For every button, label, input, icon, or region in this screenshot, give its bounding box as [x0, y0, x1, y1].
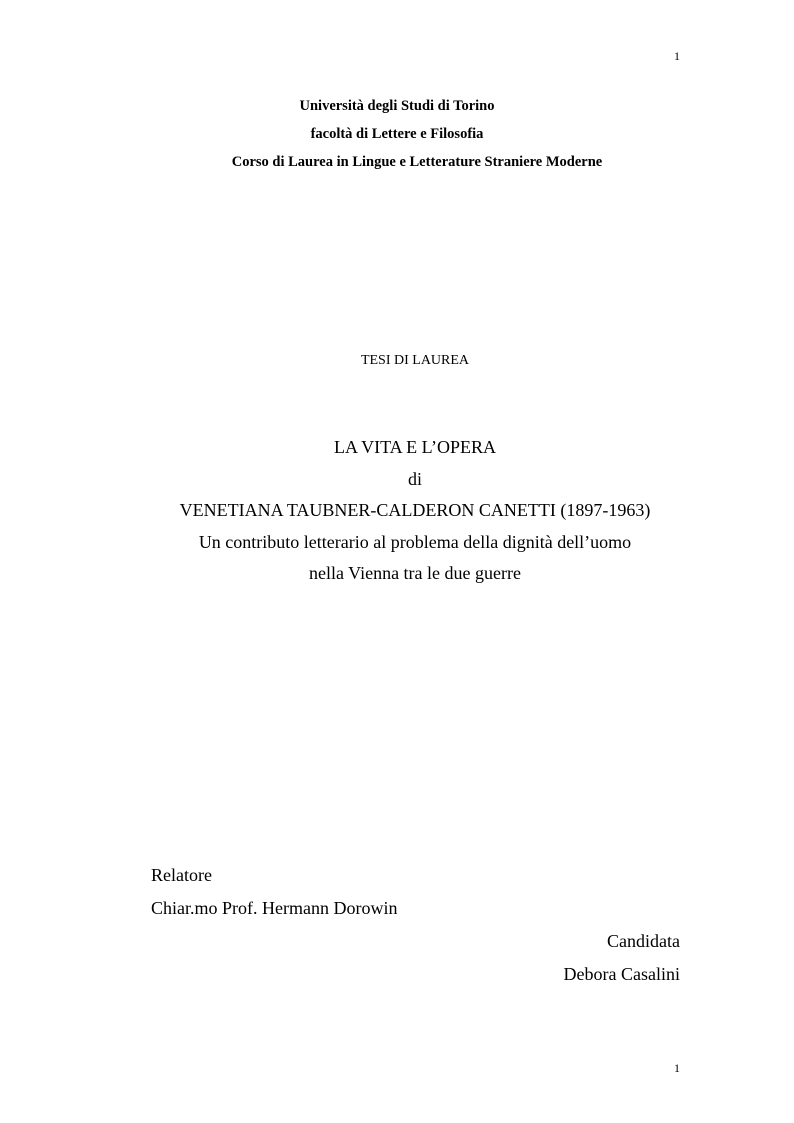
page-number-bottom: 1	[674, 1061, 680, 1075]
title-line-2: di	[407, 468, 422, 489]
advisor-name: Chiar.mo Prof. Hermann Dorowin	[151, 898, 398, 918]
university-name: Università degli Studi di Torino	[299, 98, 495, 114]
candidate-block	[564, 928, 680, 994]
thesis-label: TESI DI LAUREA	[360, 353, 470, 368]
institution-header	[0, 95, 794, 179]
faculty-name: facoltà di Lettere e Filosofia	[310, 126, 484, 142]
course-name: Corso di Laurea in Lingue e Letterature Straniere Moderne	[231, 154, 603, 170]
title-line-5: nella Vienna tra le due guerre	[309, 563, 521, 583]
page-number-top: 1	[674, 49, 680, 63]
advisor-label: Relatore	[151, 865, 212, 885]
candidate-label: Candidata	[607, 931, 680, 951]
advisor-block	[151, 862, 397, 928]
title-line-3: VENETIANA TAUBNER-CALDERON CANETTI (1897-1963)	[179, 500, 651, 520]
title-line-4: Un contributo letterario al problema della dignità dell’uomo	[198, 531, 632, 552]
candidate-name: Debora Casalini	[563, 964, 680, 984]
thesis-title	[0, 434, 794, 592]
title-line-1: LA VITA E L’OPERA	[333, 437, 497, 457]
